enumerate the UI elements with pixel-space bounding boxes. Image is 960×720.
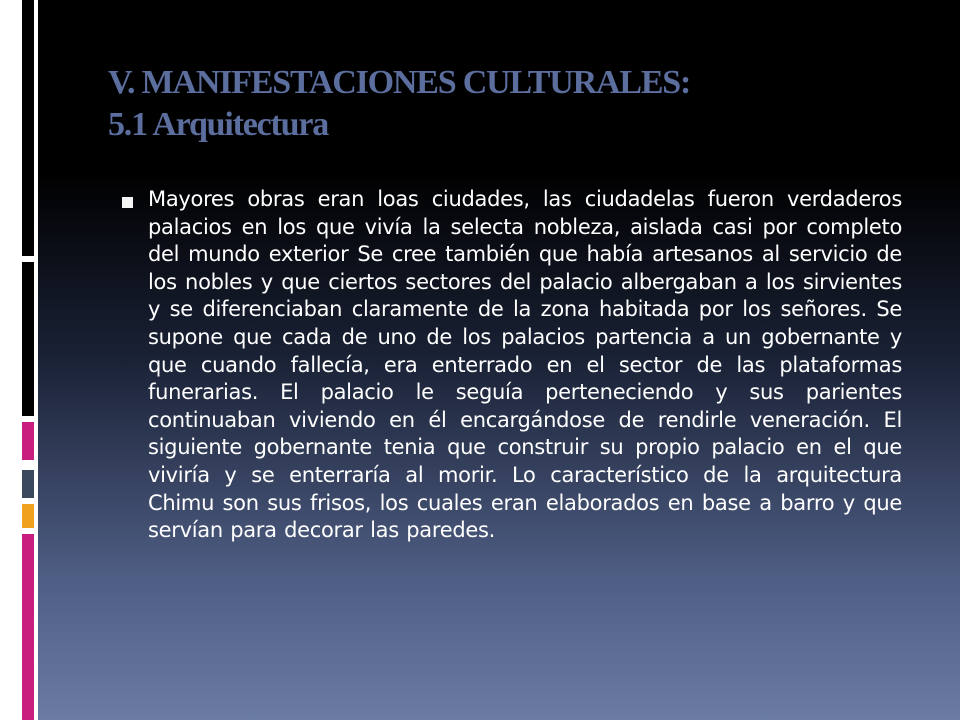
bullet-square-icon	[122, 197, 133, 208]
slide-title-line1: V. MANIFESTACIONES CULTURALES:	[108, 64, 691, 101]
slide-title-line2: 5.1 Arquitectura	[108, 106, 329, 143]
accent-bar-magenta	[22, 422, 34, 460]
slide-title	[108, 62, 908, 146]
accent-bar-black-middle	[22, 262, 34, 416]
left-decorative-strip	[0, 0, 38, 720]
accent-bar-orange	[22, 504, 34, 528]
body-paragraph: Mayores obras eran loas ciudades, las ciudadelas fueron verdaderos palacios en los que vivía la selecta nobleza, aislada casi por completo del mundo exterior Se cree también que había artesanos al servicio de los nobles y que ciertos sectores del palacio albergaban a los sirvientes y se diferenciaban claramente de la zona habitada por los señores. Se supone que cada de uno de los palacios partencia a un gobernante y que cuando fallecía, era enterrado en el sector de las plataformas funerarias. El palacio le seguía perteneciendo y sus parientes continuaban viviendo en él encargándose de rendirle veneración. El siguiente gobernante tenia que construir su propio palacio en el que viviría y se enterraría al morir. Lo característico de la arquitectura Chimu son sus frisos, los cuales eran elaborados en base a barro y que servían para decorar las paredes.	[148, 187, 902, 543]
accent-bar-slate	[22, 470, 34, 498]
accent-bar-black-top	[22, 0, 34, 256]
accent-bar-magenta-bottom	[22, 534, 34, 720]
